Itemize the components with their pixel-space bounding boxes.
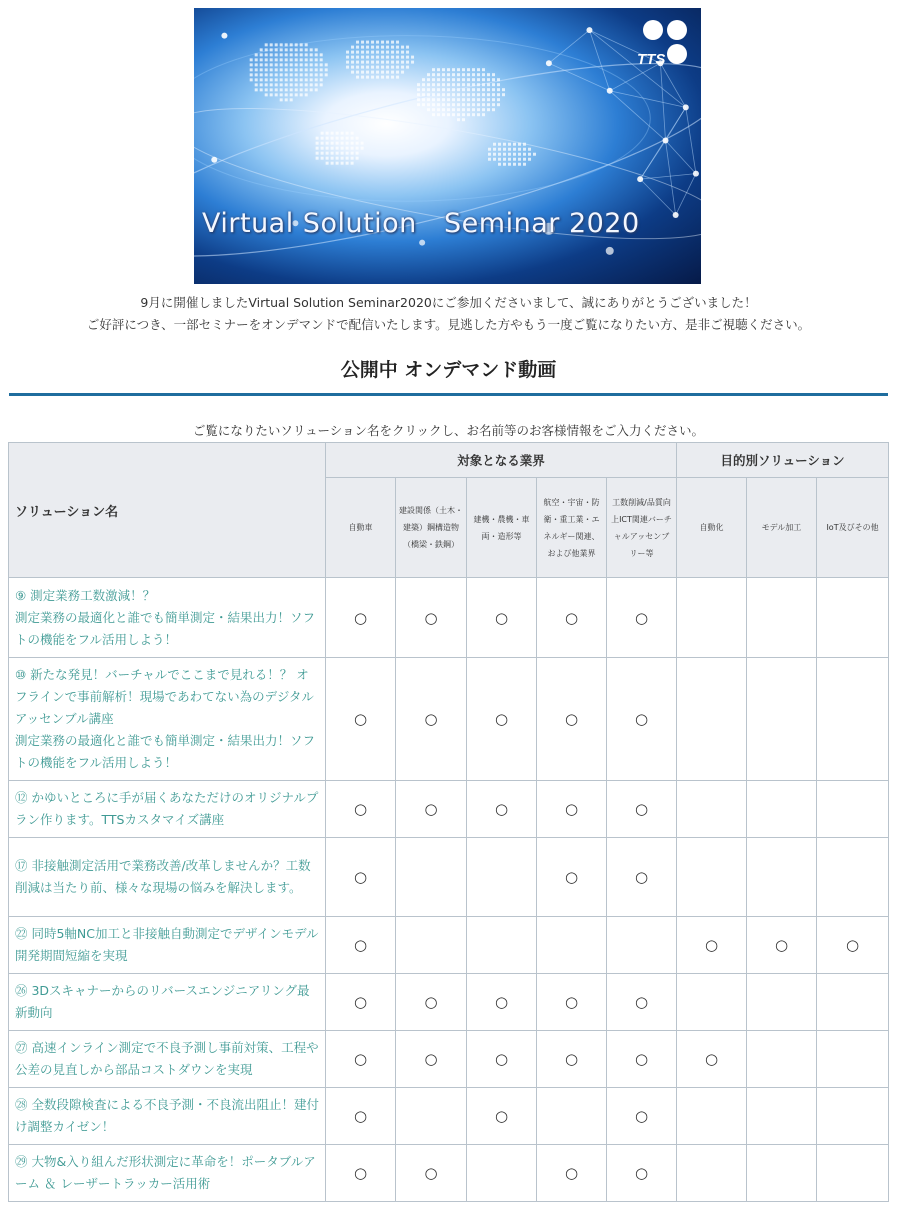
applicable-mark: ○: [564, 800, 579, 818]
applicable-mark: ○: [774, 936, 789, 954]
applicability-cell: [817, 1088, 889, 1145]
applicability-cell: [607, 658, 677, 781]
solution-name-cell: [9, 917, 326, 974]
applicability-cell: [467, 1088, 537, 1145]
applicable-mark: ○: [704, 1050, 719, 1068]
applicability-cell: [747, 917, 817, 974]
table-row: [9, 1088, 889, 1145]
applicable-mark: ○: [634, 608, 649, 627]
applicable-mark: ○: [424, 1050, 438, 1068]
tts-logo: TTS: [643, 20, 689, 72]
applicable-mark: ○: [494, 1107, 509, 1125]
applicability-cell: [677, 658, 747, 781]
solution-name-cell: [9, 1145, 326, 1202]
applicability-cell: [326, 917, 396, 974]
section-divider: [9, 393, 888, 396]
globe-network-graphic: [194, 8, 701, 284]
applicability-cell: [537, 781, 607, 838]
applicability-cell: [607, 578, 677, 658]
applicability-cell: [817, 1145, 889, 1202]
applicability-cell: [396, 1088, 467, 1145]
applicability-cell: [467, 578, 537, 658]
column-header-iot: IoT及びその他: [817, 478, 889, 578]
applicable-mark: ○: [424, 800, 438, 818]
applicability-cell: [607, 838, 677, 917]
table-row: [9, 917, 889, 974]
solution-link[interactable]: ㉗ 高速インライン測定で不良予測し事前対策、工程や公差の見直しから部品コストダウンを実現: [15, 1040, 319, 1077]
applicability-cell: [467, 917, 537, 974]
applicability-cell: [396, 838, 467, 917]
applicability-cell: [607, 1088, 677, 1145]
table-row: [9, 658, 889, 781]
applicable-mark: ○: [634, 800, 649, 818]
applicability-cell: [747, 1031, 817, 1088]
applicability-cell: [396, 658, 467, 781]
applicable-mark: ○: [634, 1107, 649, 1125]
applicability-cell: [467, 781, 537, 838]
applicability-cell: [677, 1088, 747, 1145]
applicability-cell: [817, 781, 889, 838]
applicability-cell: [677, 781, 747, 838]
applicability-cell: [607, 781, 677, 838]
applicable-mark: ○: [634, 710, 649, 728]
applicability-cell: [396, 917, 467, 974]
purpose-group-header: 目的別ソリューション: [677, 443, 889, 478]
table-row: [9, 1145, 889, 1202]
applicable-mark: ○: [353, 1107, 368, 1125]
solution-link[interactable]: ⑰ 非接触測定活用で業務改善/改革しませんか？工数削減は当たり前、様々な現場の悩みを解決します。: [15, 858, 311, 895]
column-header-aerospace: 航空・宇宙・防衛・重工業・エネルギー関連、および他業界: [537, 478, 607, 578]
table-row: [9, 838, 889, 917]
applicable-mark: ○: [564, 1164, 579, 1182]
applicable-mark: ○: [634, 1050, 649, 1068]
applicability-cell: [607, 917, 677, 974]
solution-name-cell: [9, 838, 326, 917]
applicable-mark: ○: [704, 936, 719, 954]
applicable-mark: ○: [494, 993, 509, 1011]
applicable-mark: ○: [634, 993, 649, 1011]
column-header-ict: 工数削減/品質向上ICT関連バーチャルアッセンブリー等: [607, 478, 677, 578]
applicability-cell: [537, 1145, 607, 1202]
applicability-cell: [817, 658, 889, 781]
industry-group-header: 対象となる業界: [326, 443, 677, 478]
applicability-cell: [747, 658, 817, 781]
banner-title: Virtual Solution Seminar 2020: [202, 208, 640, 239]
applicable-mark: ○: [564, 868, 579, 886]
applicable-mark: ○: [353, 1050, 368, 1068]
applicable-mark: ○: [424, 1164, 438, 1182]
applicability-cell: [607, 974, 677, 1031]
applicable-mark: ○: [424, 993, 438, 1011]
applicability-cell: [537, 1088, 607, 1145]
applicability-cell: [326, 1031, 396, 1088]
column-header-automotive: 自動車: [326, 478, 396, 578]
applicable-mark: ○: [564, 1050, 579, 1068]
applicability-cell: [396, 974, 467, 1031]
applicability-cell: [537, 838, 607, 917]
applicable-mark: ○: [353, 868, 368, 886]
applicability-cell: [747, 974, 817, 1031]
solution-link[interactable]: ⑩ 新たな発見！バーチャルでここまで見れる！？ オフラインで事前解析！現場であわてない為のデジタルアッセンブル講座 測定業務の最適化と誰でも簡単測定・結果出力！ソフトの機能をフル活用しよう！: [15, 667, 316, 770]
solution-name-cell: [9, 781, 326, 838]
column-header-machinery: 建機・農機・車両・造形等: [467, 478, 537, 578]
applicability-cell: [677, 1031, 747, 1088]
applicability-cell: [747, 1088, 817, 1145]
applicability-cell: [677, 1145, 747, 1202]
table-row: [9, 1031, 889, 1088]
solution-name-cell: [9, 1088, 326, 1145]
applicability-cell: [817, 1031, 889, 1088]
solution-link[interactable]: ⑨ 測定業務工数激減！？ 測定業務の最適化と誰でも簡単測定・結果出力！ソフトの機能をフル活用しよう！: [15, 587, 316, 647]
applicability-cell: [817, 838, 889, 917]
intro-ondemand-text: ご好評につき、一部セミナーをオンデマンドで配信いたします。見逃した方やもう一度ご覧になりたい方、是非ご視聴ください。: [86, 317, 811, 332]
applicable-mark: ○: [353, 800, 368, 818]
applicability-cell: [537, 1031, 607, 1088]
applicability-cell: [817, 917, 889, 974]
solution-link[interactable]: ㉘ 全数段隙検査による不良予測・不良流出阻止！建付け調整カイゼン！: [15, 1097, 319, 1134]
applicability-cell: [537, 917, 607, 974]
applicable-mark: ○: [564, 993, 579, 1011]
applicable-mark: ○: [424, 608, 438, 627]
applicability-cell: [677, 578, 747, 658]
column-header-construction: 建設関係（土木・建築）鋼構造物（橋梁・鉄鋼）: [396, 478, 467, 578]
applicability-cell: [747, 781, 817, 838]
solution-link[interactable]: ⑫ かゆいところに手が届くあなただけのオリジナルプラン作ります。TTSカスタマイズ講座: [15, 790, 319, 827]
seminar-banner-image: [194, 8, 701, 284]
instruction-text: ご覧になりたいソリューション名をクリックし、お名前等のお客様情報をご入力ください。: [192, 423, 705, 438]
column-header-model-machining: モデル加工: [747, 478, 817, 578]
applicability-cell: [326, 578, 396, 658]
applicability-cell: [467, 838, 537, 917]
solution-name-cell: [9, 1031, 326, 1088]
applicability-cell: [467, 1145, 537, 1202]
applicability-cell: [537, 578, 607, 658]
applicability-cell: [326, 1145, 396, 1202]
solution-link[interactable]: ㉙ 大物&入り組んだ形状測定に革命を！ポータブルアーム ＆ レーザートラッカー活用術: [15, 1154, 316, 1191]
applicable-mark: ○: [845, 936, 860, 954]
applicability-cell: [747, 578, 817, 658]
applicability-cell: [677, 838, 747, 917]
applicable-mark: ○: [494, 710, 509, 728]
applicability-cell: [607, 1031, 677, 1088]
applicable-mark: ○: [353, 1164, 368, 1182]
applicable-mark: ○: [494, 608, 509, 627]
applicable-mark: ○: [564, 608, 579, 627]
applicability-cell: [817, 578, 889, 658]
applicability-cell: [326, 974, 396, 1031]
solution-name-cell: [9, 578, 326, 658]
applicability-cell: [677, 974, 747, 1031]
applicable-mark: ○: [634, 1164, 649, 1182]
solution-name-cell: [9, 658, 326, 781]
applicable-mark: ○: [494, 1050, 509, 1068]
applicability-cell: [607, 1145, 677, 1202]
applicable-mark: ○: [564, 710, 579, 728]
applicability-cell: [747, 838, 817, 917]
applicability-cell: [396, 1145, 467, 1202]
applicability-cell: [326, 781, 396, 838]
applicability-cell: [326, 1088, 396, 1145]
solution-link[interactable]: ㉒ 同時5軸NC加工と非接触自動測定でデザインモデル開発期間短縮を実現: [15, 926, 319, 963]
intro-thanks-text: 9月に開催しましたVirtual Solution Seminar2020にご参加くださいまして、誠にありがとうございました！: [140, 295, 757, 310]
applicability-cell: [817, 974, 889, 1031]
applicable-mark: ○: [634, 868, 649, 886]
applicability-cell: [396, 578, 467, 658]
applicable-mark: ○: [353, 608, 368, 627]
table-row: [9, 781, 889, 838]
applicability-cell: [467, 974, 537, 1031]
solution-name-cell: [9, 974, 326, 1031]
solutions-table: [8, 442, 889, 1202]
applicability-cell: [467, 1031, 537, 1088]
applicable-mark: ○: [353, 993, 368, 1011]
solution-link[interactable]: ㉖ 3Dスキャナーからのリバースエンジニアリング最新動向: [15, 983, 310, 1020]
applicability-cell: [747, 1145, 817, 1202]
applicability-cell: [537, 658, 607, 781]
column-header-automation: 自動化: [677, 478, 747, 578]
applicable-mark: ○: [494, 800, 509, 818]
applicability-cell: [396, 781, 467, 838]
table-row: [9, 974, 889, 1031]
applicability-cell: [326, 838, 396, 917]
section-title: 公開中 オンデマンド動画: [340, 359, 557, 381]
applicable-mark: ○: [353, 936, 368, 954]
applicable-mark: ○: [424, 710, 438, 728]
applicability-cell: [677, 917, 747, 974]
applicable-mark: ○: [353, 710, 368, 728]
solution-name-header: ソリューション名: [9, 443, 326, 578]
applicability-cell: [537, 974, 607, 1031]
applicability-cell: [396, 1031, 467, 1088]
table-row: [9, 578, 889, 658]
applicability-cell: [326, 658, 396, 781]
applicability-cell: [467, 658, 537, 781]
